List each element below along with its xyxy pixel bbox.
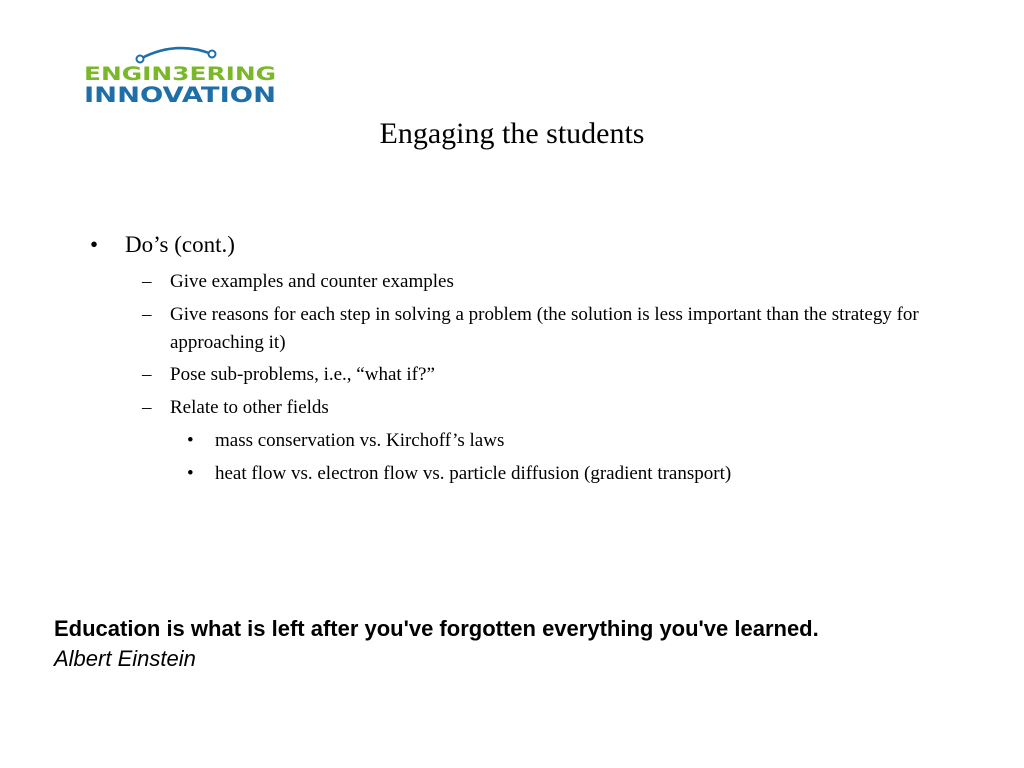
slide-title: Engaging the students: [379, 117, 645, 150]
sub-item-text: Relate to other fields: [170, 397, 329, 418]
einstein-quote: [54, 614, 1014, 674]
logo-line-engineering: ENGIN3ERING: [84, 63, 276, 85]
dash-marker: –: [142, 364, 152, 385]
bullet-marker: •: [90, 232, 99, 257]
bullet-marker: •: [187, 463, 194, 484]
bullet-marker: •: [187, 430, 194, 451]
logo-line-innovation: INNOVATION: [84, 83, 276, 107]
subsub-item-text: mass conservation vs. Kirchoff’s laws: [215, 430, 505, 451]
quote-text: Education is what is left after you've forgotten everything you've learned.: [54, 616, 819, 641]
logo-arc: [140, 48, 212, 59]
bullet-label: Do’s (cont.): [125, 232, 235, 257]
sub-item-text: Pose sub-problems, i.e., “what if?”: [170, 364, 435, 385]
logo-graphic: [80, 42, 282, 108]
quote-author: Albert Einstein: [54, 646, 196, 671]
dash-marker: –: [142, 397, 152, 418]
sub-item-text: Give examples and counter examples: [170, 271, 454, 292]
dash-marker: –: [142, 271, 152, 292]
engineering-innovation-logo: [80, 42, 282, 108]
logo-node-right: [209, 51, 216, 58]
sub-item-text: Give reasons for each step in solving a problem (the solution is less important than the strategy for approaching it): [170, 304, 919, 353]
logo-node-left: [137, 56, 144, 63]
subsub-item-text: heat flow vs. electron flow vs. particle diffusion (gradient transport): [215, 463, 732, 484]
dash-marker: –: [142, 304, 152, 325]
